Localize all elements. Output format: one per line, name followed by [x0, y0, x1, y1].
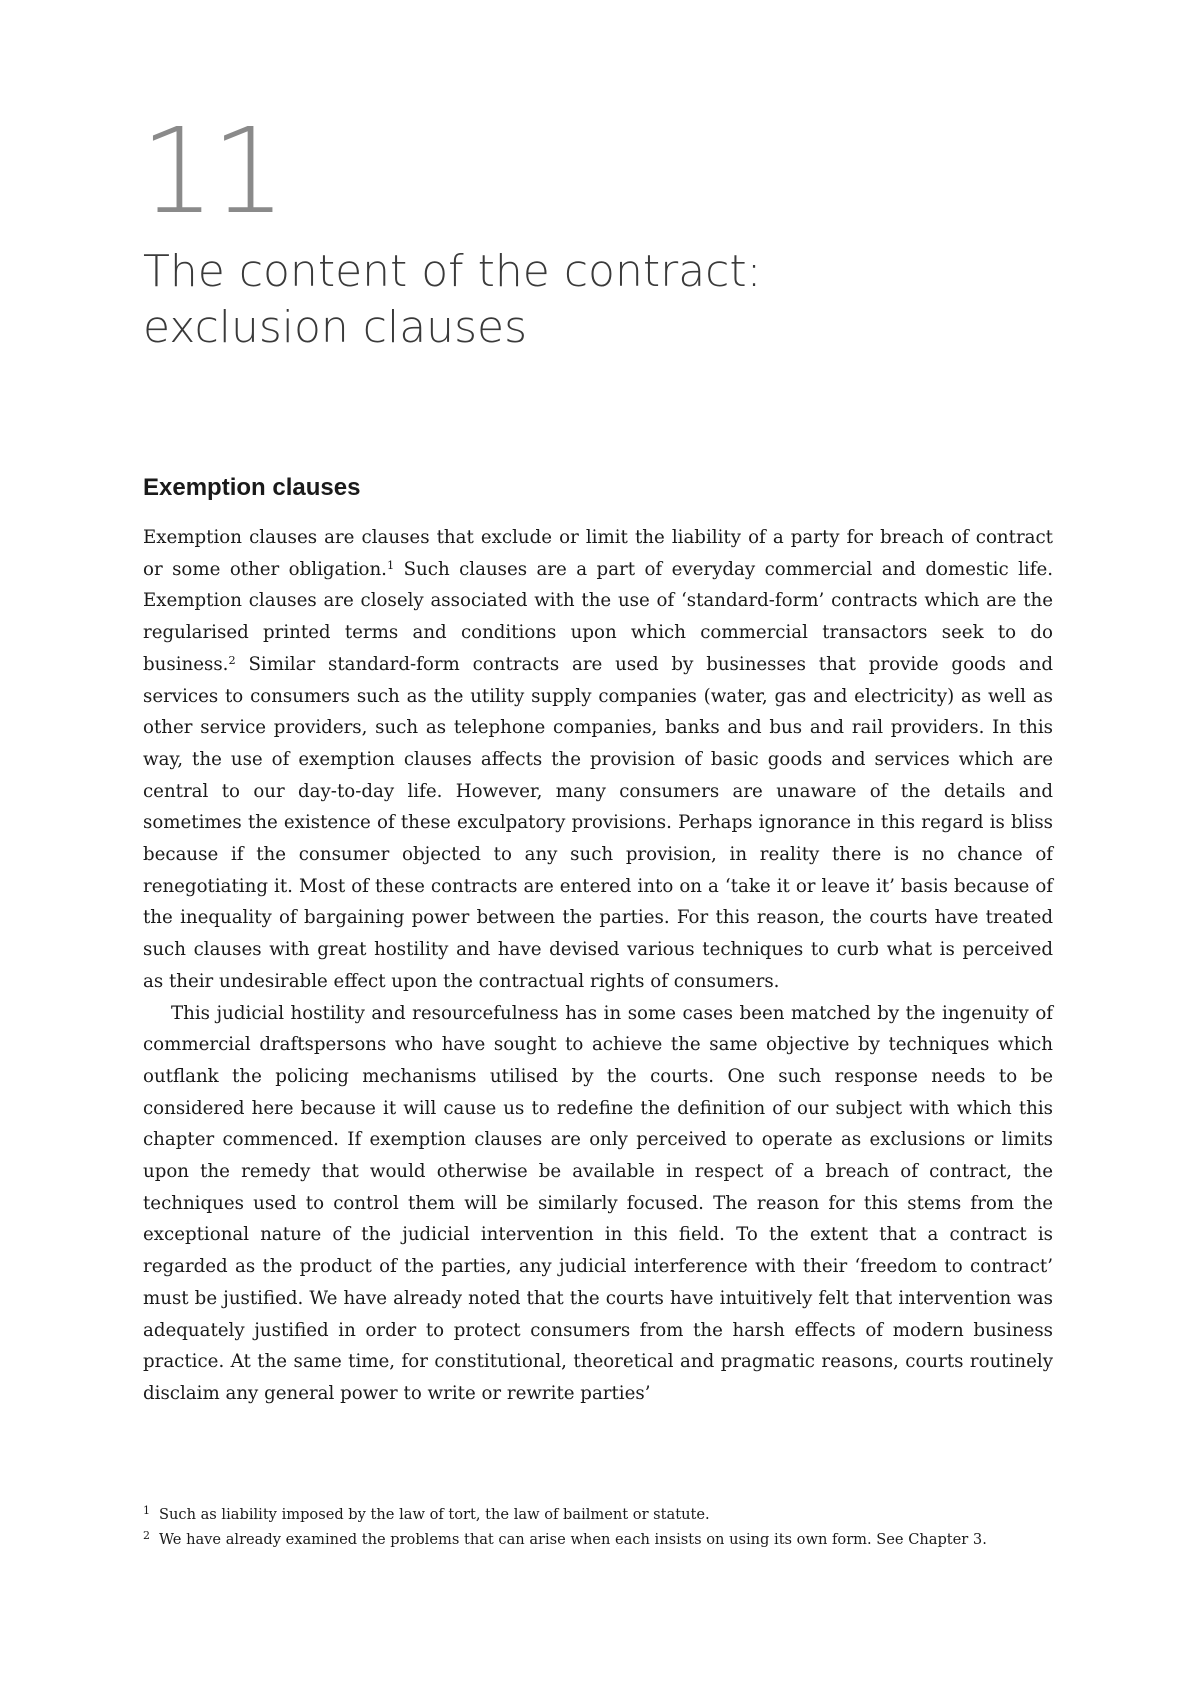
footnote-ref-2: 2 — [228, 653, 236, 667]
paragraph-1-part-c: Similar standard-form contracts are used by businesses that provide goods and services to consumers such as the utility supply companies (water, gas and electricity) as well as other service providers, such as telephone companies, banks and bus and rail providers. In this way, the use of exemption clauses affects the provision of basic goods and services which are central to our day-to-day life. However, many consumers are unaware of the details and sometimes the existence of these exculpatory provisions. Perhaps ignorance in this regard is bliss because if the consumer objected to any such provision, in reality there is no chance of renegotiating it. Most of these contracts are entered into on a ‘take it or leave it’ basis because of the inequality of bargaining power between the parties. For this reason, the courts have treated such clauses with great hostility and have devised various techniques to curb what is perceived as their undesirable effect upon the contractual rights of consumers. — [143, 653, 1053, 992]
footnote-text: We have already examined the problems that can arise when each insists on using its own form. See Chapter 3. — [159, 1531, 987, 1548]
body-text — [143, 522, 1053, 1410]
paragraph-1 — [143, 522, 1053, 998]
footnote-number: 2 — [143, 1529, 150, 1542]
footnote-1 — [143, 1502, 1063, 1527]
footnote-ref-1: 1 — [386, 558, 395, 572]
chapter-number: 11 — [140, 102, 283, 240]
chapter-title — [143, 244, 1103, 356]
paragraph-2: This judicial hostility and resourcefulness has in some cases been matched by the ingenuity of commercial draftspersons who have sought to achieve the same objective by techniques which outflank the policing mechanisms utilised by the courts. One such response needs to be considered here because it will cause us to redefine the definition of our subject with which this chapter commenced. If exemption clauses are only perceived to operate as exclusions or limits upon the remedy that would otherwise be available in respect of a breach of contract, the techniques used to control them will be similarly focused. The reason for this stems from the exceptional nature of the judicial intervention in this field. To the extent that a contract is regarded as the product of the parties, any judicial interference with their ‘freedom to contract’ must be justified. We have already noted that the courts have intuitively felt that intervention was adequately justified in order to protect consumers from the harsh effects of modern business practice. At the same time, for constitutional, theoretical and pragmatic reasons, courts routinely disclaim any general power to write or rewrite parties’ — [143, 1002, 1053, 1404]
footnotes — [143, 1502, 1063, 1552]
chapter-title-line-2: exclusion clauses — [143, 302, 527, 353]
footnote-2 — [143, 1527, 1063, 1552]
footnote-number: 1 — [143, 1504, 150, 1517]
paragraph-1-part-a: Exemption clauses are clauses that exclude or limit the liability of a party for breach of contract or some other obligation. — [143, 527, 1053, 580]
section-heading: Exemption clauses — [143, 474, 361, 501]
footnote-text: Such as liability imposed by the law of tort, the law of bailment or statute. — [159, 1506, 710, 1523]
paragraph-1-part-b: Such clauses are a part of everyday commercial and domestic life. Exemption clauses are closely associated with the use of ‘standard-form’ contracts which are the regularised printed terms and conditions upon which commercial transactors seek to do business. — [143, 558, 1053, 675]
chapter-title-line-1: The content of the contract: — [143, 246, 762, 297]
